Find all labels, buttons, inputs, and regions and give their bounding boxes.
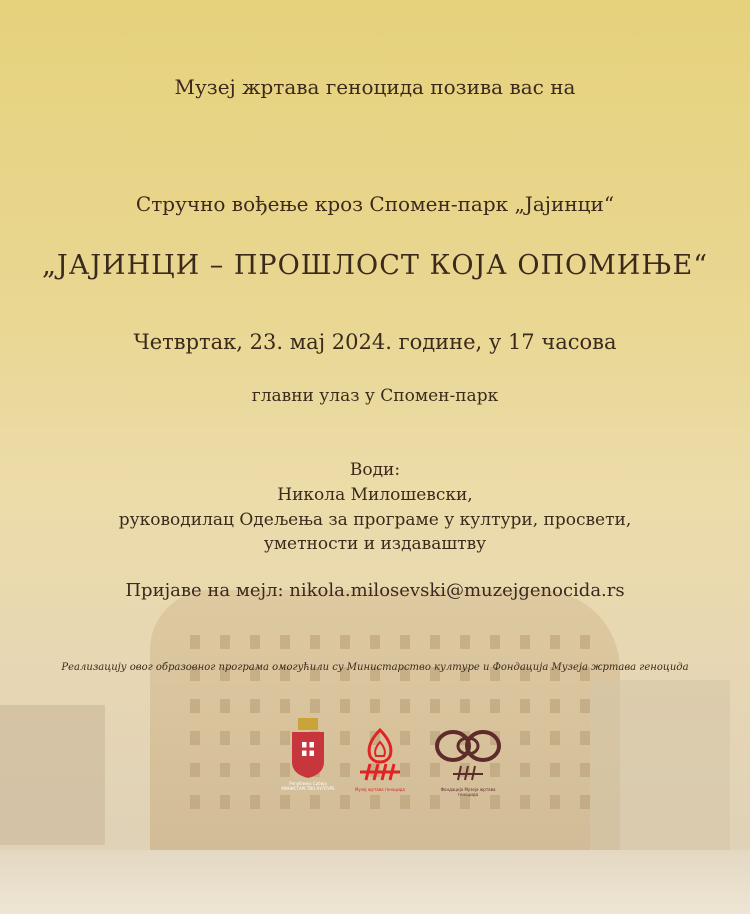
building-window <box>580 635 590 649</box>
building-window <box>520 635 530 649</box>
building-window <box>340 635 350 649</box>
building-window <box>280 795 290 809</box>
ministry-logo: Република Србија МИНИСТАРСТВО КУЛТУРЕ <box>278 718 338 791</box>
building-window <box>250 699 260 713</box>
background-street <box>0 850 750 914</box>
building-window <box>550 635 560 649</box>
building-window <box>340 795 350 809</box>
building-window <box>250 795 260 809</box>
museum-logo: Музеј жртава геноцида <box>350 728 410 792</box>
building-window <box>340 731 350 745</box>
building-window <box>190 635 200 649</box>
building-window <box>280 699 290 713</box>
building-window <box>520 699 530 713</box>
building-window <box>430 699 440 713</box>
background-building <box>150 590 620 850</box>
building-window <box>340 763 350 777</box>
building-window <box>250 731 260 745</box>
building-window <box>370 635 380 649</box>
building-window <box>490 635 500 649</box>
event-title: „ЈАЈИНЦИ – ПРОШЛОСТ КОЈА ОПОМИЊЕ“ <box>41 250 709 281</box>
building-window <box>310 635 320 649</box>
serbia-coat-of-arms-icon <box>288 718 328 780</box>
building-window <box>220 763 230 777</box>
guide-role-2: уметности и издаваштву <box>263 534 487 554</box>
building-window <box>460 699 470 713</box>
building-window <box>220 635 230 649</box>
building-window <box>220 699 230 713</box>
building-window <box>190 699 200 713</box>
building-window <box>490 699 500 713</box>
guide-name: Никола Милошевски, <box>277 485 473 505</box>
building-window <box>310 795 320 809</box>
building-window <box>190 763 200 777</box>
foundation-knot-icon <box>433 728 503 786</box>
foundation-logo: Фондација Музеја жртава геноцида <box>430 728 506 797</box>
building-window <box>220 731 230 745</box>
building-window <box>340 699 350 713</box>
building-window <box>460 635 470 649</box>
building-window <box>490 795 500 809</box>
building-window <box>280 635 290 649</box>
building-window <box>520 731 530 745</box>
building-window <box>190 731 200 745</box>
background-building-left <box>0 705 105 845</box>
building-window <box>550 795 560 809</box>
building-window <box>310 699 320 713</box>
credits-text: Реализацију овог образовног програма омогућили су Министарство културе и Фондација Музеја жртава геноцида <box>61 662 689 673</box>
building-window <box>550 699 560 713</box>
building-window <box>220 795 230 809</box>
building-window <box>430 635 440 649</box>
building-window <box>370 699 380 713</box>
building-window <box>550 763 560 777</box>
building-window <box>580 699 590 713</box>
building-window <box>370 795 380 809</box>
building-window <box>250 635 260 649</box>
event-location: главни улаз у Спомен-парк <box>251 386 499 406</box>
building-window <box>400 795 410 809</box>
building-window <box>520 763 530 777</box>
subtitle: Стручно вођење кроз Спомен-парк „Јајинци“ <box>135 192 615 216</box>
building-window <box>520 795 530 809</box>
building-window <box>190 795 200 809</box>
event-date: Четвртак, 23. мај 2024. године, у 17 часова <box>133 330 617 354</box>
building-window <box>550 731 560 745</box>
building-window <box>400 635 410 649</box>
building-window <box>580 795 590 809</box>
background-building-right <box>590 680 730 850</box>
header-text: Музеј жртава геноцида позива вас на <box>174 75 576 99</box>
building-window <box>580 731 590 745</box>
museum-flame-icon <box>358 728 402 786</box>
building-window <box>460 795 470 809</box>
building-window <box>250 763 260 777</box>
guide-role-1: руководилац Одељења за програме у култури, просвети, <box>118 510 632 530</box>
building-window <box>400 699 410 713</box>
guide-label: Води: <box>349 460 401 480</box>
registration-email[interactable]: Пријаве на мејл: nikola.milosevski@muzejgenocida.rs <box>125 580 625 601</box>
building-window <box>430 795 440 809</box>
building-window <box>580 763 590 777</box>
